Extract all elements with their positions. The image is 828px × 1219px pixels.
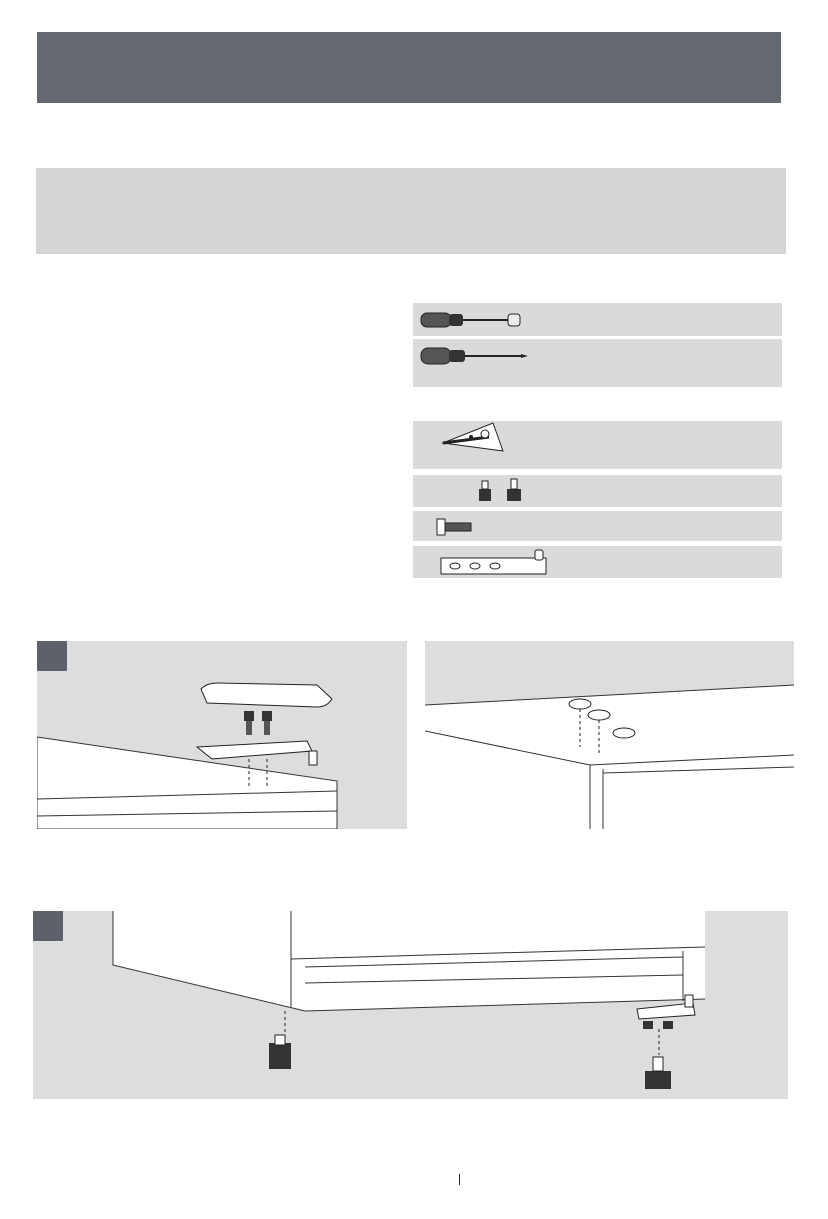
page-number-separator (459, 1174, 460, 1185)
hinge-spanner-icon (413, 421, 782, 469)
adjustable-feet-icon (413, 475, 782, 507)
hole-plugs-illustration (425, 641, 794, 829)
part-row-adjustable-feet (413, 475, 782, 507)
step3-badge (33, 911, 63, 941)
header-bar (37, 32, 781, 103)
part-row-hinge-spanner (413, 421, 782, 469)
step2-panel (425, 641, 794, 829)
hinge-pin-bracket-icon (413, 546, 782, 578)
step1-panel (37, 641, 407, 829)
hinge-cover-illustration (37, 641, 407, 829)
tool-row-socket-wrench (413, 303, 782, 336)
bottom-hinge-feet-illustration (33, 911, 788, 1099)
part-row-hinge-screw (413, 511, 782, 541)
part-row-hinge-pin-bracket (413, 546, 782, 578)
hinge-screw-icon (413, 511, 782, 541)
page-title (37, 32, 781, 76)
note-box (36, 168, 786, 254)
phillips-screwdriver-icon (413, 339, 782, 387)
step1-badge (37, 641, 67, 671)
tool-row-screwdriver (413, 339, 782, 387)
step3-panel (33, 911, 788, 1099)
socket-wrench-icon (413, 303, 782, 336)
